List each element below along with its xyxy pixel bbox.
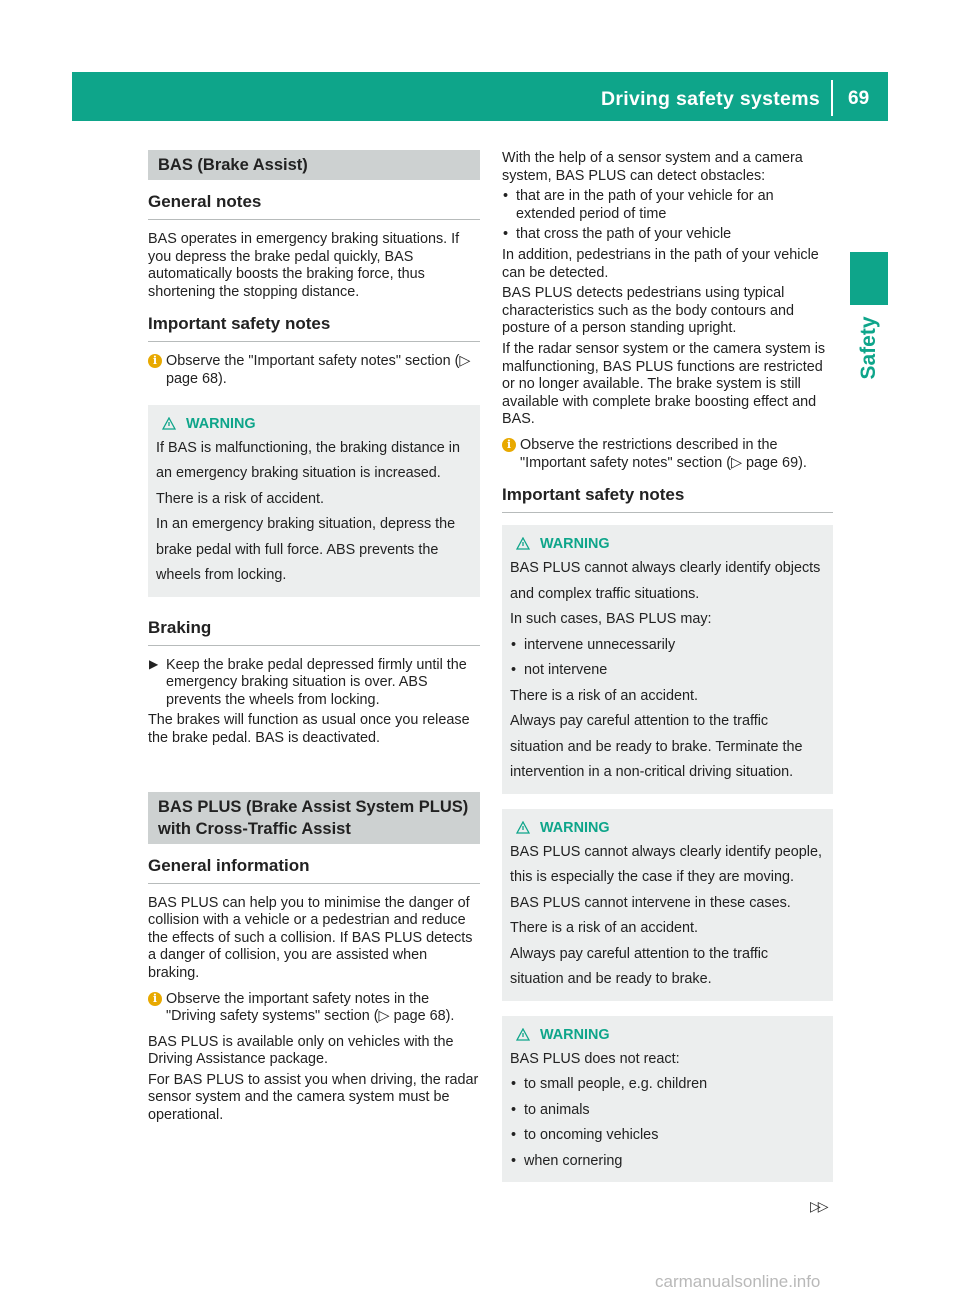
warning-box [148, 405, 480, 597]
list-item: • when cornering [510, 1149, 825, 1175]
warning-triangle-icon [516, 537, 530, 550]
continue-arrow-icon: ▷▷ [810, 1198, 826, 1214]
side-tab-marker [850, 252, 888, 305]
warning-label: WARNING [540, 819, 610, 836]
list-item: • not intervene [510, 658, 825, 684]
warning-box [502, 1016, 833, 1183]
warning-triangle-icon [516, 1028, 530, 1041]
header-title: Driving safety systems [600, 88, 820, 110]
right-column [502, 150, 833, 1182]
warning-text: BAS PLUS cannot always clearly identify objects and complex traffic situations. [510, 560, 821, 602]
info-icon: i [148, 354, 162, 368]
info-icon: i [502, 438, 516, 452]
warning-label: WARNING [540, 536, 610, 553]
info-note: i Observe the important safety notes in the "Driving safety systems" section (▷ page 68). [148, 991, 480, 1026]
list-item: • to small people, e.g. children [510, 1072, 825, 1098]
warning-label: WARNING [186, 415, 256, 432]
bas-section-title: BAS (Brake Assist) [148, 150, 480, 180]
info-note: i Observe the "Important safety notes" section (▷ page 68). [148, 353, 480, 388]
general-notes-text: BAS operates in emergency braking situations. If you depress the brake pedal quickly, BAS automatically boosts the braking force, thus shortening the stopping distance. [148, 231, 460, 300]
warning-text: BAS PLUS cannot always clearly identify people, this is especially the case if they are moving. BAS PLUS cannot intervene in these cases. There is a risk of an accident. [510, 843, 822, 937]
list-item: • that are in the path of your vehicle for an extended period of time [502, 188, 833, 223]
left-column [148, 150, 480, 1128]
general-information-heading: General information [148, 855, 480, 884]
warning-text: BAS PLUS does not react: [510, 1050, 680, 1067]
malfunction-text: If the radar sensor system or the camera system is malfunctioning, BAS PLUS functions are restricted or no longer available. The brake system is still available with complete brake boosting effect and BAS. [502, 340, 826, 428]
list-item: • that cross the path of your vehicle [502, 226, 833, 244]
intro-text: With the help of a sensor system and a camera system, BAS PLUS can detect obstacles: [502, 150, 803, 184]
page-number: 69 [848, 88, 870, 109]
warning-box [502, 525, 833, 794]
warning-text: If BAS is malfunctioning, the braking distance in an emergency braking situation is increased. There is a risk of accident. [156, 439, 460, 507]
watermark: carmanualsonline.info [655, 1272, 821, 1291]
warning-text: There is a risk of an accident. [510, 687, 698, 704]
side-tab-label: Safety [857, 316, 880, 380]
warning-box [502, 809, 833, 1001]
header-bar [72, 72, 888, 121]
header-divider [831, 80, 833, 116]
instruction-step: ▶ Keep the brake pedal depressed firmly until the emergency braking situation is over. ABS prevents the wheels from locking. [149, 656, 467, 708]
availability-text: BAS PLUS is available only on vehicles with the Driving Assistance package. [148, 1033, 454, 1068]
general-notes-heading: General notes [148, 191, 480, 220]
detects-text: BAS PLUS detects pedestrians using typical characteristics such as the body contours and posture of a person standing upright. [502, 285, 794, 337]
info-note: i Observe the restrictions described in the "Important safety notes" section (▷ page 69). [502, 437, 833, 472]
warning-text: In such cases, BAS PLUS may: [510, 611, 712, 628]
list-item: • to oncoming vehicles [510, 1123, 825, 1149]
general-information-text: BAS PLUS can help you to minimise the danger of collision with a vehicle or a pedestrian and reduce the effects of such a collision. If BAS PLUS detects a danger of collision, you are assisted when braking. [148, 894, 473, 981]
warning-triangle-icon [162, 417, 176, 430]
important-safety-heading: Important safety notes [148, 313, 480, 342]
operational-text: For BAS PLUS to assist you when driving, the radar sensor system and the camera system must be operational. [148, 1071, 479, 1124]
list-item: • intervene unnecessarily [510, 633, 825, 659]
step-arrow-icon: ▶ [149, 656, 159, 671]
info-icon: i [148, 992, 162, 1006]
warning-text: Always pay careful attention to the traffic situation and be ready to brake. Terminate the intervention in a non-critical driving situation. [510, 713, 803, 781]
warning-text: In an emergency braking situation, depress the brake pedal with full force. ABS prevents the wheels from locking. [156, 516, 456, 584]
list-item: • to animals [510, 1098, 825, 1124]
warning-triangle-icon [516, 821, 530, 834]
pedestrians-text: In addition, pedestrians in the path of your vehicle can be detected. [502, 246, 819, 281]
braking-heading: Braking [148, 617, 480, 646]
important-safety-heading: Important safety notes [502, 484, 833, 513]
warning-text: Always pay careful attention to the traffic situation and be ready to brake. [510, 945, 769, 988]
braking-text: The brakes will function as usual once you release the brake pedal. BAS is deactivated. [148, 712, 470, 746]
bas-plus-section-title: BAS PLUS (Brake Assist System PLUS) with Cross-Traffic Assist [148, 792, 480, 844]
warning-label: WARNING [540, 1026, 610, 1043]
